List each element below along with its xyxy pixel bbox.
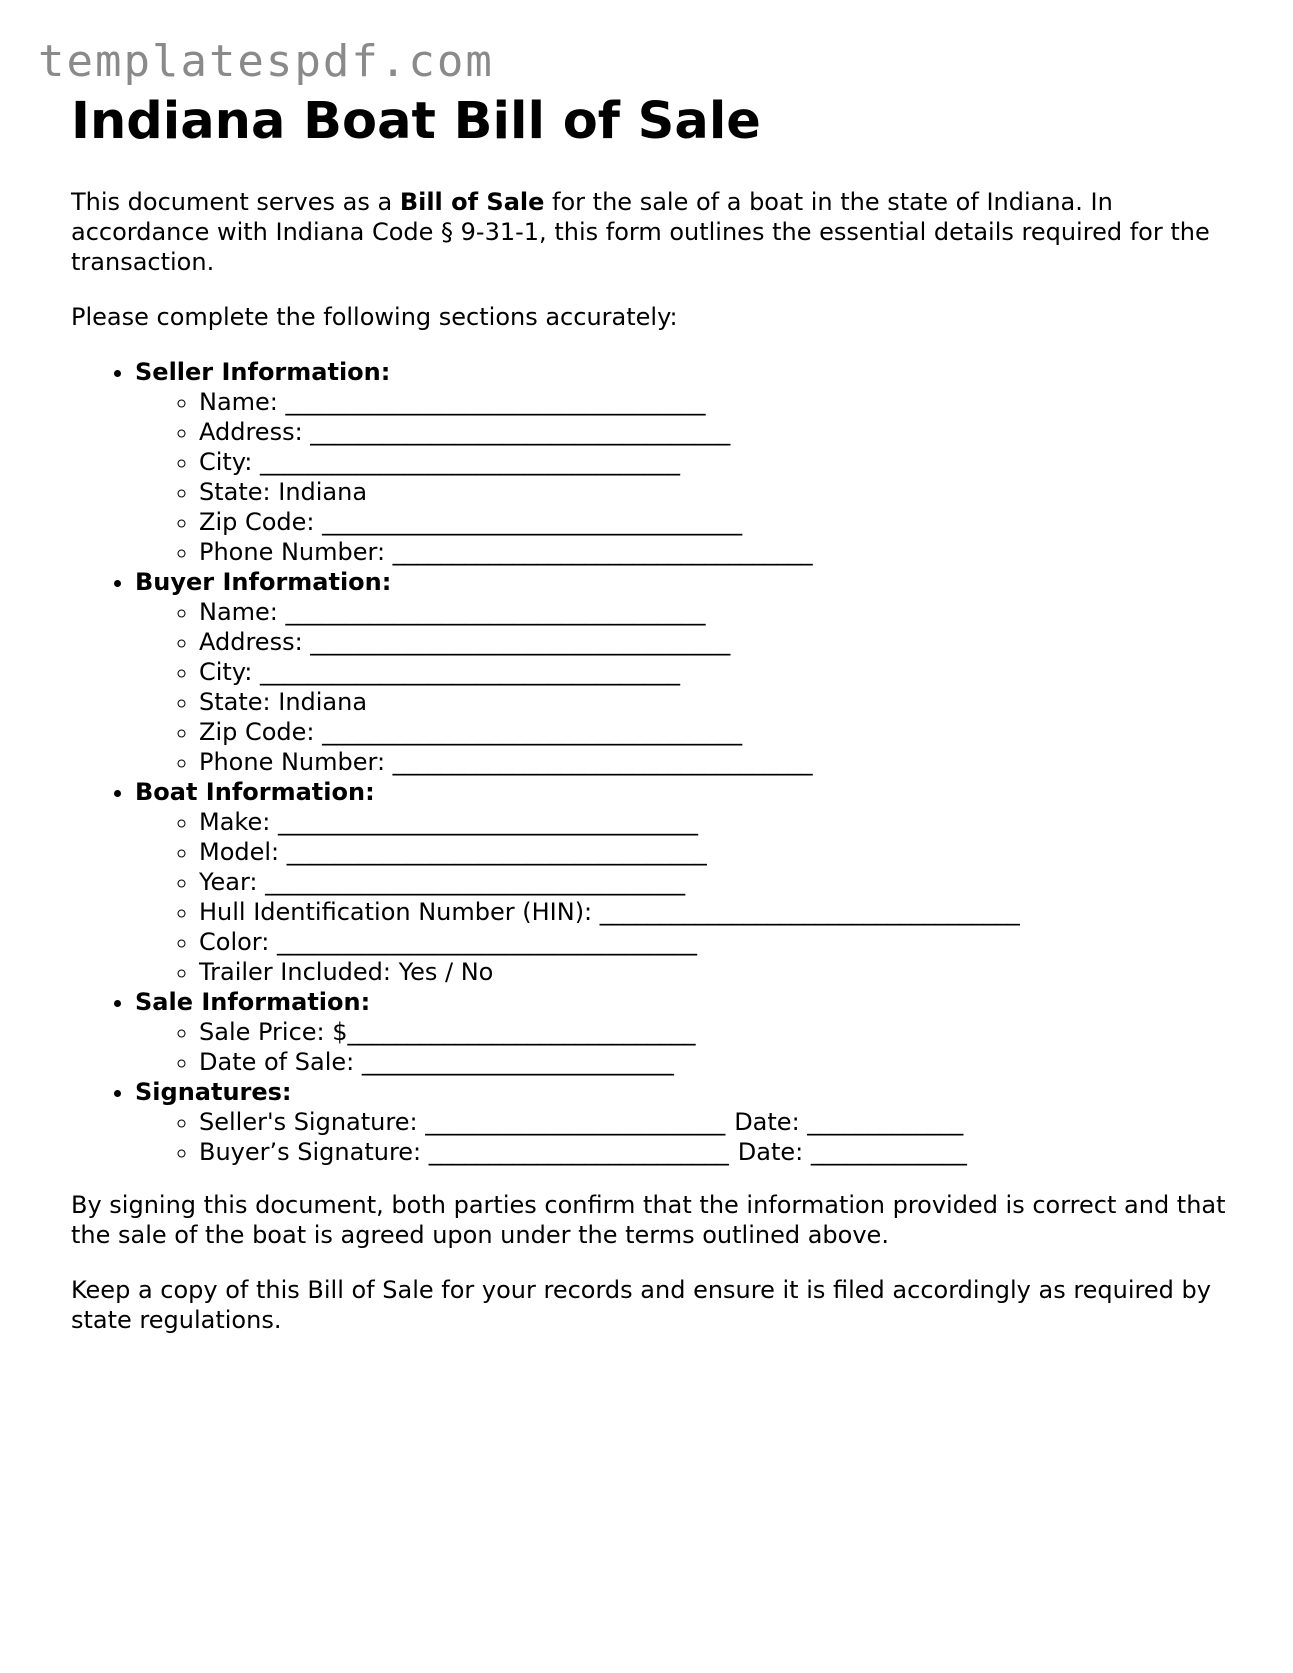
boat-color-field[interactable]: ◦ Color: ___________________________________ [199,927,1251,957]
form-sections [71,357,1251,1167]
document-page [71,92,1251,1335]
boat-year-field[interactable]: ◦ Year: ___________________________________ [199,867,1251,897]
buyer-address-field[interactable]: ◦ Address: ___________________________________ [199,627,1251,657]
signatures-section-title: Signatures: [135,1078,292,1107]
seller-state-field: ◦ State: Indiana [199,477,1251,507]
sale-fields [135,1017,1251,1077]
buyer-phone-field[interactable]: ◦ Phone Number: ___________________________________ [199,747,1251,777]
seller-name-field[interactable]: ◦ Name: ___________________________________ [199,387,1251,417]
seller-city-field[interactable]: ◦ City: ___________________________________ [199,447,1251,477]
signature-fields [135,1107,1251,1167]
boat-fields [135,807,1251,987]
buyer-signature-row [199,1137,1251,1167]
watermark: templatespdf.com [38,36,494,87]
seller-section-title: Seller Information: [135,358,391,387]
intro-text-post: for the sale of a boat in the state of Indiana. In accordance with Indiana Code § 9-31-1, this form outlines the essential details required for the transaction. [71,188,1210,277]
buyer-city-field[interactable]: ◦ City: ___________________________________ [199,657,1251,687]
sale-date-field[interactable]: ◦ Date of Sale: __________________________ [199,1047,1251,1077]
buyer-section-title: Buyer Information: [135,568,392,597]
buyer-signature-field[interactable]: Buyer’s Signature: _________________________ [199,1138,729,1167]
seller-fields [135,387,1251,567]
intro-text-pre: This document serves as a [71,188,400,217]
buyer-section [135,567,1251,777]
boat-trailer-field[interactable]: ◦ Trailer Included: Yes / No [199,957,1251,987]
signatures-section [135,1077,1251,1167]
seller-phone-field[interactable]: ◦ Phone Number: ___________________________________ [199,537,1251,567]
buyer-zip-field[interactable]: ◦ Zip Code: ___________________________________ [199,717,1251,747]
intro-text-bold: Bill of Sale [399,188,545,217]
sale-price-field[interactable]: ◦ Sale Price: $_____________________________ [199,1017,1251,1047]
intro-paragraph [71,187,1251,277]
boat-make-field[interactable]: ◦ Make: ___________________________________ [199,807,1251,837]
boat-hin-field[interactable]: ◦ Hull Identification Number (HIN): ___________________________________ [199,897,1251,927]
boat-section-title: Boat Information: [135,778,375,807]
seller-address-field[interactable]: ◦ Address: ___________________________________ [199,417,1251,447]
buyer-state-field: ◦ State: Indiana [199,687,1251,717]
boat-section [135,777,1251,987]
boat-model-field[interactable]: ◦ Model: ___________________________________ [199,837,1251,867]
page-title: Indiana Boat Bill of Sale [71,92,761,151]
instructions: Please complete the following sections accurately: [71,303,678,332]
sale-section-title: Sale Information: [135,988,371,1017]
closing-paragraph-2: Keep a copy of this Bill of Sale for your records and ensure it is filed accordingly as required by state regulations. [71,1276,1211,1335]
buyer-date-field[interactable]: Date: _____________ [737,1138,967,1167]
seller-date-field[interactable]: Date: _____________ [734,1108,964,1137]
sale-section [135,987,1251,1077]
seller-signature-row [199,1107,1251,1137]
seller-zip-field[interactable]: ◦ Zip Code: ___________________________________ [199,507,1251,537]
closing-paragraph-1: By signing this document, both parties confirm that the information provided is correct and that the sale of the boat is agreed upon under the terms outlined above. [71,1191,1226,1250]
seller-signature-field[interactable]: Seller's Signature: _________________________ [199,1108,726,1137]
buyer-fields [135,597,1251,777]
seller-section [135,357,1251,567]
buyer-name-field[interactable]: ◦ Name: ___________________________________ [199,597,1251,627]
